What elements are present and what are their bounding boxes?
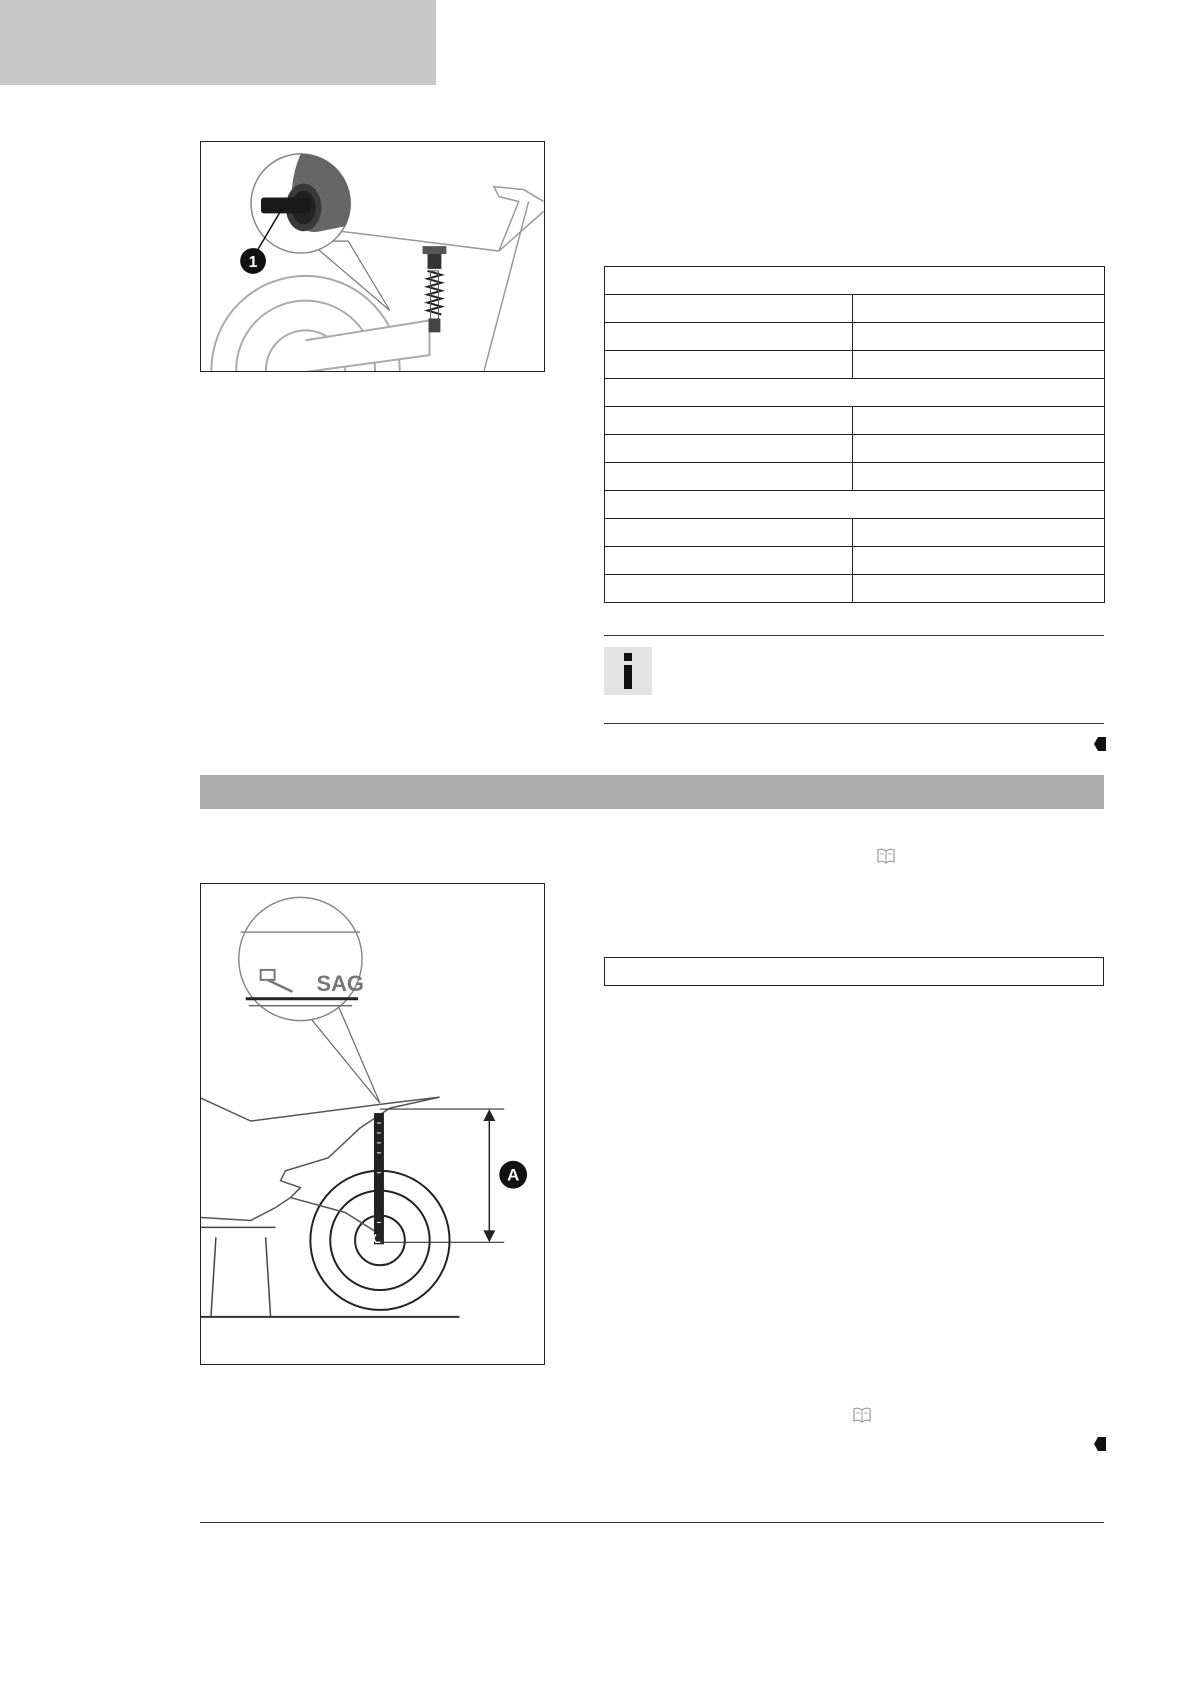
end-of-section-icon <box>1094 737 1106 751</box>
header-tab <box>0 0 436 85</box>
table-row <box>605 351 1105 379</box>
book-reference-icon[interactable] <box>876 848 896 864</box>
specification-table <box>604 266 1105 603</box>
table-row <box>605 295 1105 323</box>
sag-measurement-illustration <box>201 884 544 1364</box>
section-heading-bar <box>200 775 1104 809</box>
shock-adjuster-illustration <box>201 142 544 371</box>
table-row <box>605 407 1105 435</box>
table-row <box>605 519 1105 547</box>
end-of-section-icon <box>1094 1437 1106 1451</box>
table-row <box>605 547 1105 575</box>
dimension-a-label: A <box>507 1165 520 1185</box>
info-note-top-rule <box>604 635 1104 636</box>
table-row <box>605 323 1105 351</box>
sag-measurement-figure <box>200 883 545 1365</box>
empty-spec-box <box>604 957 1104 986</box>
sag-label: SAG <box>316 970 364 996</box>
table-group-header <box>605 267 1105 295</box>
page-bottom-rule <box>200 1522 1104 1523</box>
callout-label-1: 1 <box>248 253 258 271</box>
table-row <box>605 575 1105 603</box>
info-icon <box>604 647 652 695</box>
book-reference-icon[interactable] <box>852 1407 872 1423</box>
info-note-bottom-rule <box>604 723 1104 724</box>
table-group-header <box>605 379 1105 407</box>
info-glyph <box>618 653 638 689</box>
shock-adjuster-figure <box>200 141 545 372</box>
table-group-header <box>605 491 1105 519</box>
table-row <box>605 463 1105 491</box>
table-row <box>605 435 1105 463</box>
